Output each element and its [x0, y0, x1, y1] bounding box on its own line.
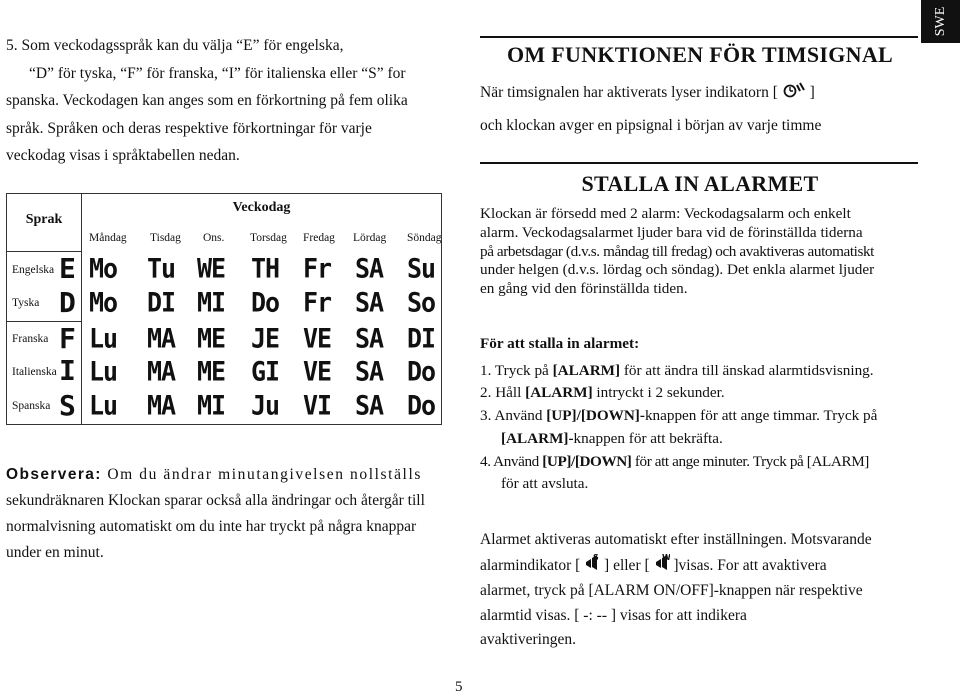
section-rule	[480, 162, 918, 164]
section-title-alarm: STALLA IN ALARMET	[581, 171, 819, 196]
language-letter: D	[59, 286, 76, 319]
timsignal-text: ]	[809, 84, 815, 101]
language-name: Engelska	[12, 264, 55, 276]
step-line: 3. Använd [UP]/[DOWN]-knappen för att ange timmar. Tryck på	[480, 407, 878, 425]
outro-line: alarmindikator [ S ] eller [ W ]visas. For att avaktivera	[480, 553, 920, 580]
item-5-line: veckodag visas i språktabellen nedan.	[6, 147, 240, 164]
lcd-abbr: DI	[407, 323, 436, 354]
language-letter: I	[59, 354, 76, 387]
lcd-abbr: VI	[303, 390, 332, 421]
step-line: för att avsluta.	[501, 475, 589, 493]
item-5-line: språk. Språken och deras respektive förkortningar för varje	[6, 119, 372, 137]
note-label: Observera:	[6, 466, 102, 483]
day-header: Söndag	[407, 232, 442, 244]
lcd-abbr: SA	[355, 287, 384, 318]
section-title-timsignal: OM FUNKTIONEN FÖR TIMSIGNAL	[507, 42, 893, 67]
section-alarm	[480, 171, 920, 197]
lcd-abbr: Lu	[89, 390, 118, 421]
language-tab	[921, 0, 960, 43]
alarm-steps	[480, 333, 920, 496]
note-first-text: Om du ändrar minutangivelsen nollställs	[101, 466, 422, 483]
lcd-abbr: VE	[303, 323, 332, 354]
note-paragraph	[6, 462, 446, 566]
lcd-abbr: DI	[147, 287, 176, 318]
lcd-abbr: Lu	[89, 356, 118, 387]
section-timsignal	[480, 42, 920, 68]
lcd-abbr: Tu	[147, 253, 176, 284]
step-line: 1. Tryck på [ALARM] för att ändra till änskad alarmtidsvisning.	[480, 361, 874, 379]
day-header: Tisdag	[150, 232, 181, 244]
lcd-abbr: ME	[197, 323, 226, 354]
alarm-intro-line: på arbetsdagar (d.v.s. måndag till fredag) och avaktiveras automatiskt	[480, 242, 875, 260]
language-name: Spanska	[12, 400, 51, 412]
alarm-intro-line: under helgen (d.v.s. lördag och söndag). Det enkla alarmet ljuder	[480, 261, 875, 279]
section-rule	[480, 36, 918, 38]
lcd-abbr: Su	[407, 253, 436, 284]
note-line: under en minut.	[6, 544, 104, 561]
lcd-abbr: SA	[355, 390, 384, 421]
page-number: 5	[455, 679, 463, 695]
language-name: Italienska	[12, 366, 57, 378]
lcd-abbr: GI	[251, 356, 280, 387]
lcd-abbr: Fr	[303, 287, 332, 318]
lcd-abbr: Mo	[89, 287, 118, 318]
steps-heading: För att stalla in alarmet:	[480, 335, 640, 352]
svg-text:W: W	[661, 552, 670, 562]
lcd-abbr: VE	[303, 356, 332, 387]
timsignal-text: När timsignalen har aktiverats lyser indikatorn [	[480, 84, 778, 101]
table-header-weekday: Veckodag	[232, 200, 291, 215]
day-header: Torsdag	[250, 232, 287, 244]
timsignal-line: och klockan avger en pipsignal i början av varje timme	[480, 116, 822, 134]
language-table	[6, 193, 442, 425]
alarm-intro-line: alarm. Veckodagsalarmet ljuder bara vid de förinställda tiderna	[480, 223, 863, 241]
alarm-intro-paragraph	[480, 205, 920, 299]
lcd-abbr: MI	[197, 390, 226, 421]
weekday-alarm-icon	[584, 553, 600, 580]
chime-indicator-icon	[782, 79, 806, 108]
day-header: Ons.	[203, 232, 225, 244]
step-line: 2. Håll [ALARM] intryckt i 2 sekunder.	[480, 384, 725, 402]
alarm-intro-line: Klockan är försedd med 2 alarm: Veckodagsalarm och enkelt	[480, 205, 851, 222]
alarm-outro	[480, 528, 920, 653]
language-letter: E	[59, 252, 76, 285]
day-header: Måndag	[89, 232, 127, 244]
item-5-paragraph	[6, 32, 446, 170]
day-header: Lördag	[353, 232, 387, 244]
single-alarm-icon	[654, 553, 670, 580]
day-header: Fredag	[303, 232, 335, 244]
lcd-abbr: Do	[407, 390, 436, 421]
language-letter: F	[59, 322, 76, 355]
lcd-abbr: MA	[147, 323, 176, 354]
timsignal-line	[480, 78, 920, 108]
timsignal-paragraph	[480, 78, 920, 140]
outro-line: Alarmet aktiveras automatiskt efter inställningen. Motsvarande	[480, 531, 872, 548]
svg-text:S: S	[593, 552, 599, 562]
lcd-abbr: SA	[355, 356, 384, 387]
lcd-abbr: MI	[197, 287, 226, 318]
lcd-abbr: Do	[407, 356, 436, 387]
lcd-abbr: Do	[251, 287, 280, 318]
step-line: [ALARM]-knappen för att bekräfta.	[501, 429, 723, 447]
language-letter: S	[59, 389, 76, 422]
note-line: normalvisning automatiskt om du inte har tryckt på några knappar	[6, 518, 417, 535]
lcd-abbr: Lu	[89, 323, 118, 354]
note-line: sekundräknaren Klockan sparar också alla ändringar och återgår till	[6, 492, 425, 509]
item-5-line: “D” för tyska, “F” för franska, “I” för italienska eller “S” for	[29, 64, 406, 82]
lcd-abbr: ME	[197, 356, 226, 387]
lcd-abbr: MA	[147, 390, 176, 421]
outro-line: alarmet, tryck på [ALARM ON/OFF]-knappen när respektive	[480, 582, 863, 599]
language-name: Franska	[12, 333, 49, 345]
lcd-abbr: TH	[251, 253, 280, 284]
lcd-abbr: Mo	[89, 253, 118, 284]
language-name: Tyska	[12, 297, 40, 309]
note-first-line	[6, 462, 446, 488]
outro-line: alarmtid visas. [ -: -- ] visas for att indikera	[480, 606, 747, 624]
language-tab-label: SWE	[933, 6, 948, 37]
alarm-intro-line: en gång vid den förinställda tiden.	[480, 280, 688, 298]
lcd-abbr: JE	[251, 323, 280, 354]
step-line: 4. Använd [UP]/[DOWN] för att ange minuter. Tryck på [ALARM]	[480, 452, 869, 470]
lcd-abbr: SA	[355, 253, 384, 284]
lcd-abbr: WE	[197, 253, 226, 284]
item-5-line: 5. Som veckodagsspråk kan du välja “E” för engelska,	[6, 37, 344, 54]
outro-line: avaktiveringen.	[480, 631, 576, 648]
lcd-abbr: MA	[147, 356, 176, 387]
table-header-language: Sprak	[25, 212, 63, 227]
lcd-abbr: Ju	[251, 390, 280, 421]
lcd-abbr: SA	[355, 323, 384, 354]
lcd-abbr: So	[407, 287, 436, 318]
item-5-line: spanska. Veckodagen kan anges som en förkortning på fem olika	[6, 92, 408, 109]
lcd-abbr: Fr	[303, 253, 332, 284]
